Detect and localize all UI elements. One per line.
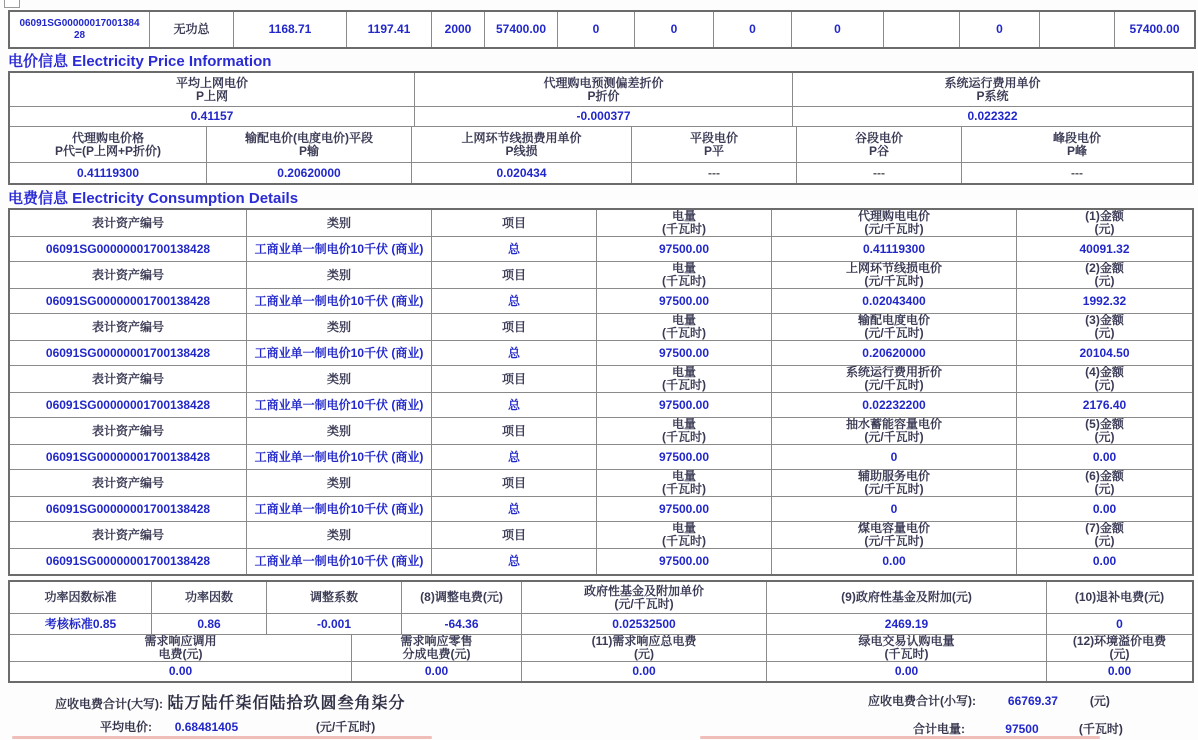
total-energy-unit: (千瓦时) [1078, 722, 1123, 736]
header-cell: (10)退补电费(元) [1074, 590, 1165, 604]
table-row [10, 127, 1192, 163]
value-cell: 06091SG00000001700138428 [10, 237, 247, 261]
average-price-row [100, 718, 375, 736]
header-cell: 政府性基金及附加单价 (元/千瓦时) [522, 582, 767, 613]
header-cell: (7)金额 (元) [1085, 522, 1124, 548]
header-cell: 类别 [247, 262, 432, 288]
header-cell: 电量 (千瓦时) [597, 418, 772, 444]
value-cell: 2469.19 [767, 614, 1047, 634]
header-cell: 功率因数标准 [10, 582, 152, 613]
value-cell: 工商业单一制电价10千伏 (商业) [247, 289, 432, 313]
value-cell: -0.001 [267, 614, 402, 634]
value-cell: 总 [432, 237, 597, 261]
total-energy-label: 合计电量: [913, 722, 965, 736]
value-cell: 0.20620000 [772, 341, 1017, 365]
cutoff-red-row-fragment-left [12, 736, 432, 739]
value-cell: 97500.00 [597, 289, 772, 313]
header-cell: 类别 [247, 366, 432, 392]
value-cell: 工商业单一制电价10千伏 (商业) [247, 393, 432, 417]
price-section-title: 电价信息 Electricity Price Information [8, 53, 272, 70]
header-cell: 输配电价(电度电价)平段 P输 [207, 127, 412, 162]
value-cell: 1168.71 [234, 12, 347, 47]
header-cell: 电量 (千瓦时) [597, 314, 772, 340]
header-cell: 功率因数 [152, 582, 267, 613]
value-cell: 97500.00 [597, 445, 772, 469]
header-cell: 类别 [247, 418, 432, 444]
total-amount-lower-row [868, 692, 1110, 710]
header-cell: 表计资产编号 [10, 262, 247, 288]
value-cell: 97500.00 [597, 497, 772, 521]
header-cell: (2)金额 (元) [1085, 262, 1124, 288]
header-cell: 调整系数 [267, 582, 402, 613]
value-cell: 0.022322 [967, 109, 1018, 123]
value-cell: 97500.00 [597, 549, 772, 574]
table-row [10, 549, 1192, 574]
header-cell: 平均上网电价 P上网 [10, 73, 415, 106]
header-cell: 电量 (千瓦时) [597, 210, 772, 236]
value-cell: 0.86 [152, 614, 267, 634]
value-cell: 0.02043400 [772, 289, 1017, 313]
header-cell: 煤电容量电价 (元/千瓦时) [772, 522, 1017, 548]
total-lower-unit: (元) [1089, 694, 1110, 708]
consumption-details-table [8, 208, 1194, 576]
header-cell: 项目 [432, 314, 597, 340]
value-cell: 0.00 [522, 662, 767, 681]
value-cell: -64.36 [402, 614, 522, 634]
header-cell: 电量 (千瓦时) [597, 366, 772, 392]
header-cell: (3)金额 (元) [1085, 314, 1124, 340]
table-row [10, 366, 1192, 393]
value-cell: 57400.00 [485, 12, 558, 47]
total-energy-value: 97500 [1005, 722, 1039, 736]
value-cell: 97500.00 [597, 237, 772, 261]
value-cell: 1992.32 [1082, 293, 1127, 308]
table-row [10, 210, 1192, 237]
value-cell: 总 [432, 341, 597, 365]
value-cell: 06091SG00000001700138428 [10, 289, 247, 313]
value-cell: 0.41119300 [10, 163, 207, 183]
header-cell: (6)金额 (元) [1085, 470, 1124, 496]
value-cell: 总 [432, 549, 597, 574]
total-lower-label: 应收电费合计(小写): [868, 694, 976, 708]
value-cell: --- [1071, 165, 1083, 180]
table-row [10, 12, 1194, 47]
value-cell: 总 [432, 497, 597, 521]
header-cell: 项目 [432, 522, 597, 548]
value-cell: 0 [1116, 616, 1123, 631]
header-cell: 谷段电价 P谷 [797, 127, 962, 162]
header-cell: 绿电交易认购电量 (千瓦时) [767, 635, 1047, 661]
value-cell: 0.00 [1092, 449, 1117, 464]
header-cell: 项目 [432, 418, 597, 444]
value-cell: 0 [772, 497, 1017, 521]
table-row [10, 163, 1192, 183]
header-cell: (9)政府性基金及附加(元) [767, 582, 1047, 613]
header-cell: 类别 [247, 314, 432, 340]
header-cell: 类别 [247, 522, 432, 548]
header-cell: 辅助服务电价 (元/千瓦时) [772, 470, 1017, 496]
average-price-unit: (元/千瓦时) [315, 720, 376, 734]
table-row [10, 262, 1192, 289]
value-cell: 0.02232200 [772, 393, 1017, 417]
value-cell: 0 [635, 12, 714, 47]
header-cell: 电量 (千瓦时) [597, 522, 772, 548]
header-cell: 代理购电电价 (元/千瓦时) [772, 210, 1017, 236]
checkbox-fragment[interactable] [4, 0, 20, 8]
header-cell: 电量 (千瓦时) [597, 470, 772, 496]
header-cell: 表计资产编号 [10, 314, 247, 340]
value-cell [1040, 12, 1115, 47]
value-cell: 06091SG00000017001384 28 [10, 12, 150, 47]
header-cell: 无功总 [150, 12, 234, 47]
table-row [10, 418, 1192, 445]
value-cell: 0 [792, 12, 884, 47]
consumption-section-title: 电费信息 Electricity Consumption Details [8, 190, 299, 207]
value-cell: 06091SG00000001700138428 [10, 393, 247, 417]
value-cell: 0 [960, 12, 1040, 47]
total-capital-value: 陆万陆仟柒佰陆拾玖圆叁角柒分 [167, 695, 406, 712]
table-row [10, 289, 1192, 314]
value-cell: 97500.00 [597, 341, 772, 365]
header-cell: (12)环境溢价电费 (元) [1072, 635, 1167, 661]
value-cell: 40091.32 [1079, 241, 1130, 256]
value-cell: 总 [432, 289, 597, 313]
value-cell: 工商业单一制电价10千伏 (商业) [247, 341, 432, 365]
value-cell: 06091SG00000001700138428 [10, 549, 247, 574]
table-row [10, 341, 1192, 366]
header-cell: 代理购电预测偏差折价 P折价 [415, 73, 793, 106]
header-cell: 系统运行费用单价 P系统 [944, 75, 1041, 103]
value-cell: 0.00 [352, 662, 522, 681]
header-cell: 电量 (千瓦时) [597, 262, 772, 288]
header-cell: 项目 [432, 210, 597, 236]
average-price-label: 平均电价: [100, 720, 152, 734]
table-row [10, 522, 1192, 549]
value-cell: 0.00 [1092, 554, 1117, 568]
header-cell: (8)调整电费(元) [402, 582, 522, 613]
value-cell: 0.41157 [10, 107, 415, 126]
header-cell: 表计资产编号 [10, 522, 247, 548]
header-cell: 表计资产编号 [10, 210, 247, 236]
value-cell: 0.020434 [412, 163, 632, 183]
value-cell: 0.00 [1107, 664, 1132, 678]
meter-reading-table [8, 10, 1196, 49]
value-cell: 2000 [432, 12, 485, 47]
value-cell: --- [797, 163, 962, 183]
header-cell: 系统运行费用折价 (元/千瓦时) [772, 366, 1017, 392]
value-cell: 97500.00 [597, 393, 772, 417]
value-cell: 0 [772, 445, 1017, 469]
table-row [10, 237, 1192, 262]
header-cell: 上网环节线损费用单价 P线损 [412, 127, 632, 162]
table-row [10, 73, 1192, 107]
table-row [10, 393, 1192, 418]
price-info-table [8, 71, 1194, 185]
total-amount-capital-row [55, 690, 405, 713]
header-cell: 需求响应调用 电费(元) [10, 635, 352, 661]
header-cell: 峰段电价 P峰 [1052, 130, 1101, 158]
header-cell: 项目 [432, 262, 597, 288]
header-cell: (1)金额 (元) [1085, 210, 1124, 236]
header-cell: 输配电度电价 (元/千瓦时) [772, 314, 1017, 340]
value-cell: 0.00 [1092, 501, 1117, 516]
table-row [10, 107, 1192, 127]
adjustment-summary-table [8, 580, 1194, 683]
header-cell: 类别 [247, 470, 432, 496]
table-row [10, 314, 1192, 341]
header-cell: 项目 [432, 366, 597, 392]
value-cell: 0.20620000 [207, 163, 412, 183]
value-cell: 0.02532500 [522, 614, 767, 634]
value-cell: 总 [432, 445, 597, 469]
header-cell: 项目 [432, 470, 597, 496]
table-row [10, 635, 1192, 662]
header-cell: 平段电价 P平 [632, 127, 797, 162]
header-cell: (5)金额 (元) [1085, 418, 1124, 444]
total-lower-value: 66769.37 [1007, 694, 1058, 708]
table-row [10, 662, 1192, 681]
header-cell: 表计资产编号 [10, 470, 247, 496]
header-cell: 表计资产编号 [10, 366, 247, 392]
value-cell: -0.000377 [415, 107, 793, 126]
table-row [10, 445, 1192, 470]
header-cell: 类别 [247, 210, 432, 236]
table-row [10, 497, 1192, 522]
table-row [10, 614, 1192, 635]
value-cell [884, 12, 960, 47]
value-cell: 0 [558, 12, 635, 47]
total-capital-label: 应收电费合计(大写): [55, 697, 163, 711]
header-cell: 代理购电价格 P代=(P上网+P折价) [10, 127, 207, 162]
header-cell: 上网环节线损电价 (元/千瓦时) [772, 262, 1017, 288]
table-row [10, 470, 1192, 497]
value-cell: 工商业单一制电价10千伏 (商业) [247, 445, 432, 469]
value-cell: 总 [432, 393, 597, 417]
value-cell: 工商业单一制电价10千伏 (商业) [247, 549, 432, 574]
average-price-value: 0.68481405 [174, 720, 239, 734]
value-cell: 1197.41 [347, 12, 432, 47]
value-cell: 06091SG00000001700138428 [10, 341, 247, 365]
value-cell: 0.00 [767, 662, 1047, 681]
value-cell: 0.00 [10, 662, 352, 681]
value-cell: --- [632, 163, 797, 183]
value-cell: 0.00 [772, 549, 1017, 574]
header-cell: 表计资产编号 [10, 418, 247, 444]
value-cell: 工商业单一制电价10千伏 (商业) [247, 497, 432, 521]
value-cell: 06091SG00000001700138428 [10, 497, 247, 521]
value-cell: 考核标准0.85 [10, 614, 152, 634]
cutoff-red-row-fragment-right [700, 736, 1100, 739]
header-cell: 需求响应零售 分成电费(元) [352, 635, 522, 661]
table-row [10, 582, 1192, 614]
header-cell: (4)金额 (元) [1085, 366, 1124, 392]
value-cell: 06091SG00000001700138428 [10, 445, 247, 469]
value-cell: 工商业单一制电价10千伏 (商业) [247, 237, 432, 261]
value-cell: 0 [714, 12, 792, 47]
header-cell: (11)需求响应总电费 (元) [522, 635, 767, 661]
value-cell: 2176.40 [1082, 397, 1127, 412]
value-cell: 57400.00 [1129, 22, 1180, 36]
value-cell: 0.41119300 [772, 237, 1017, 261]
header-cell: 抽水蓄能容量电价 (元/千瓦时) [772, 418, 1017, 444]
value-cell: 20104.50 [1079, 345, 1130, 360]
